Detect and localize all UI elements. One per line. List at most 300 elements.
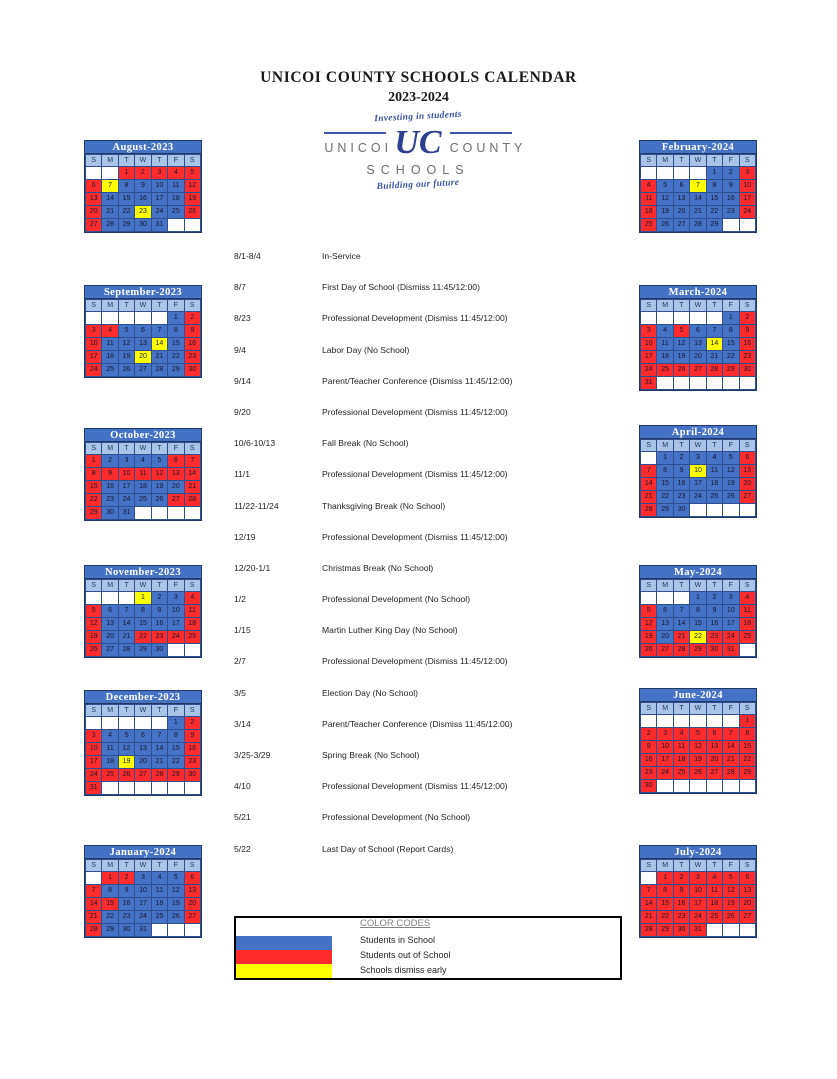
day-cell[interactable]: 7: [86, 885, 102, 898]
day-cell[interactable]: 3: [739, 167, 755, 180]
day-cell[interactable]: 8: [706, 180, 722, 193]
day-cell[interactable]: 11: [706, 885, 722, 898]
day-cell[interactable]: 28: [641, 924, 657, 937]
day-cell[interactable]: 28: [118, 644, 134, 657]
day-cell[interactable]: 8: [135, 605, 151, 618]
day-cell[interactable]: 3: [135, 872, 151, 885]
day-cell[interactable]: 19: [118, 756, 134, 769]
day-cell[interactable]: 9: [641, 741, 657, 754]
day-cell[interactable]: 21: [723, 754, 739, 767]
day-cell[interactable]: 14: [673, 618, 689, 631]
day-cell[interactable]: 16: [723, 193, 739, 206]
day-cell[interactable]: 24: [135, 911, 151, 924]
day-cell[interactable]: 28: [151, 769, 167, 782]
day-cell[interactable]: 30: [706, 644, 722, 657]
day-cell[interactable]: 22: [86, 494, 102, 507]
day-cell[interactable]: 9: [151, 605, 167, 618]
day-cell[interactable]: 3: [657, 728, 673, 741]
day-cell[interactable]: 11: [102, 743, 118, 756]
day-cell[interactable]: 3: [641, 325, 657, 338]
day-cell[interactable]: 25: [151, 911, 167, 924]
day-cell[interactable]: 6: [739, 872, 755, 885]
day-cell[interactable]: 5: [673, 325, 689, 338]
day-cell[interactable]: 1: [135, 592, 151, 605]
day-cell[interactable]: 16: [135, 193, 151, 206]
day-cell[interactable]: 26: [184, 206, 200, 219]
day-cell[interactable]: 20: [690, 351, 706, 364]
day-cell[interactable]: 17: [739, 193, 755, 206]
day-cell[interactable]: 6: [168, 455, 184, 468]
day-cell[interactable]: 10: [739, 180, 755, 193]
day-cell[interactable]: 3: [168, 592, 184, 605]
day-cell[interactable]: 2: [184, 717, 200, 730]
day-cell[interactable]: 15: [657, 898, 673, 911]
day-cell[interactable]: 14: [118, 618, 134, 631]
day-cell[interactable]: 14: [86, 898, 102, 911]
day-cell[interactable]: 30: [673, 924, 689, 937]
day-cell[interactable]: 2: [673, 872, 689, 885]
day-cell[interactable]: 13: [690, 338, 706, 351]
day-cell[interactable]: 12: [168, 885, 184, 898]
day-cell[interactable]: 26: [723, 911, 739, 924]
day-cell[interactable]: 5: [690, 728, 706, 741]
day-cell[interactable]: 24: [86, 364, 102, 377]
day-cell[interactable]: 21: [184, 481, 200, 494]
day-cell[interactable]: 15: [135, 618, 151, 631]
day-cell[interactable]: 22: [118, 206, 134, 219]
day-cell[interactable]: 28: [706, 364, 722, 377]
day-cell[interactable]: 15: [86, 481, 102, 494]
day-cell[interactable]: 6: [135, 730, 151, 743]
day-cell[interactable]: 15: [168, 743, 184, 756]
day-cell[interactable]: 7: [118, 605, 134, 618]
day-cell[interactable]: 22: [690, 631, 706, 644]
day-cell[interactable]: 6: [102, 605, 118, 618]
day-cell[interactable]: 30: [118, 924, 134, 937]
day-cell[interactable]: 19: [690, 754, 706, 767]
day-cell[interactable]: 29: [657, 504, 673, 517]
day-cell[interactable]: 20: [673, 206, 689, 219]
day-cell[interactable]: 25: [657, 364, 673, 377]
day-cell[interactable]: 13: [739, 465, 755, 478]
day-cell[interactable]: 26: [673, 364, 689, 377]
day-cell[interactable]: 29: [86, 507, 102, 520]
day-cell[interactable]: 16: [673, 478, 689, 491]
day-cell[interactable]: 12: [184, 180, 200, 193]
day-cell[interactable]: 27: [168, 494, 184, 507]
day-cell[interactable]: 4: [706, 452, 722, 465]
day-cell[interactable]: 17: [690, 478, 706, 491]
day-cell[interactable]: 3: [86, 730, 102, 743]
day-cell[interactable]: 25: [673, 767, 689, 780]
day-cell[interactable]: 6: [184, 872, 200, 885]
day-cell[interactable]: 27: [673, 219, 689, 232]
day-cell[interactable]: 23: [184, 756, 200, 769]
day-cell[interactable]: 25: [168, 206, 184, 219]
day-cell[interactable]: 24: [739, 206, 755, 219]
day-cell[interactable]: 15: [657, 478, 673, 491]
day-cell[interactable]: 29: [135, 644, 151, 657]
day-cell[interactable]: 5: [723, 872, 739, 885]
day-cell[interactable]: 28: [641, 504, 657, 517]
day-cell[interactable]: 20: [135, 351, 151, 364]
day-cell[interactable]: 21: [641, 911, 657, 924]
day-cell[interactable]: 8: [118, 180, 134, 193]
day-cell[interactable]: 1: [657, 452, 673, 465]
day-cell[interactable]: 2: [102, 455, 118, 468]
day-cell[interactable]: 14: [641, 898, 657, 911]
day-cell[interactable]: 1: [102, 872, 118, 885]
day-cell[interactable]: 9: [673, 885, 689, 898]
day-cell[interactable]: 14: [102, 193, 118, 206]
day-cell[interactable]: 19: [673, 351, 689, 364]
day-cell[interactable]: 5: [118, 730, 134, 743]
day-cell[interactable]: 16: [673, 898, 689, 911]
day-cell[interactable]: 20: [706, 754, 722, 767]
day-cell[interactable]: 20: [657, 631, 673, 644]
day-cell[interactable]: 31: [723, 644, 739, 657]
day-cell[interactable]: 5: [641, 605, 657, 618]
day-cell[interactable]: 17: [168, 618, 184, 631]
day-cell[interactable]: 30: [673, 504, 689, 517]
day-cell[interactable]: 4: [673, 728, 689, 741]
day-cell[interactable]: 3: [86, 325, 102, 338]
day-cell[interactable]: 29: [690, 644, 706, 657]
day-cell[interactable]: 23: [723, 206, 739, 219]
day-cell[interactable]: 11: [673, 741, 689, 754]
day-cell[interactable]: 12: [641, 618, 657, 631]
day-cell[interactable]: 2: [706, 592, 722, 605]
day-cell[interactable]: 8: [739, 728, 755, 741]
day-cell[interactable]: 1: [723, 312, 739, 325]
day-cell[interactable]: 22: [739, 754, 755, 767]
day-cell[interactable]: 25: [739, 631, 755, 644]
day-cell[interactable]: 7: [641, 465, 657, 478]
day-cell[interactable]: 17: [723, 618, 739, 631]
day-cell[interactable]: 12: [118, 743, 134, 756]
day-cell[interactable]: 19: [118, 351, 134, 364]
day-cell[interactable]: 1: [168, 312, 184, 325]
day-cell[interactable]: 27: [690, 364, 706, 377]
day-cell[interactable]: 29: [168, 364, 184, 377]
day-cell[interactable]: 23: [673, 491, 689, 504]
day-cell[interactable]: 4: [168, 167, 184, 180]
day-cell[interactable]: 29: [739, 767, 755, 780]
day-cell[interactable]: 10: [641, 338, 657, 351]
day-cell[interactable]: 14: [706, 338, 722, 351]
day-cell[interactable]: 1: [168, 717, 184, 730]
day-cell[interactable]: 18: [184, 618, 200, 631]
day-cell[interactable]: 23: [118, 911, 134, 924]
day-cell[interactable]: 2: [739, 312, 755, 325]
day-cell[interactable]: 25: [706, 911, 722, 924]
day-cell[interactable]: 13: [168, 468, 184, 481]
day-cell[interactable]: 8: [690, 605, 706, 618]
day-cell[interactable]: 19: [184, 193, 200, 206]
day-cell[interactable]: 6: [657, 605, 673, 618]
day-cell[interactable]: 1: [690, 592, 706, 605]
day-cell[interactable]: 24: [690, 491, 706, 504]
day-cell[interactable]: 29: [102, 924, 118, 937]
day-cell[interactable]: 26: [86, 644, 102, 657]
day-cell[interactable]: 22: [657, 491, 673, 504]
day-cell[interactable]: 29: [657, 924, 673, 937]
day-cell[interactable]: 22: [102, 911, 118, 924]
day-cell[interactable]: 18: [168, 193, 184, 206]
day-cell[interactable]: 11: [739, 605, 755, 618]
day-cell[interactable]: 22: [657, 911, 673, 924]
day-cell[interactable]: 2: [118, 872, 134, 885]
day-cell[interactable]: 11: [135, 468, 151, 481]
day-cell[interactable]: 12: [673, 338, 689, 351]
day-cell[interactable]: 18: [706, 478, 722, 491]
day-cell[interactable]: 18: [641, 206, 657, 219]
day-cell[interactable]: 25: [135, 494, 151, 507]
day-cell[interactable]: 8: [657, 885, 673, 898]
day-cell[interactable]: 6: [135, 325, 151, 338]
day-cell[interactable]: 18: [657, 351, 673, 364]
day-cell[interactable]: 14: [641, 478, 657, 491]
day-cell[interactable]: 8: [102, 885, 118, 898]
day-cell[interactable]: 6: [690, 325, 706, 338]
day-cell[interactable]: 18: [151, 898, 167, 911]
day-cell[interactable]: 27: [102, 644, 118, 657]
day-cell[interactable]: 28: [690, 219, 706, 232]
day-cell[interactable]: 12: [723, 465, 739, 478]
day-cell[interactable]: 4: [151, 872, 167, 885]
day-cell[interactable]: 26: [723, 491, 739, 504]
day-cell[interactable]: 12: [151, 468, 167, 481]
day-cell[interactable]: 16: [706, 618, 722, 631]
day-cell[interactable]: 21: [706, 351, 722, 364]
day-cell[interactable]: 3: [723, 592, 739, 605]
day-cell[interactable]: 30: [184, 364, 200, 377]
day-cell[interactable]: 9: [118, 885, 134, 898]
day-cell[interactable]: 22: [135, 631, 151, 644]
day-cell[interactable]: 23: [135, 206, 151, 219]
day-cell[interactable]: 6: [86, 180, 102, 193]
day-cell[interactable]: 18: [673, 754, 689, 767]
day-cell[interactable]: 7: [690, 180, 706, 193]
day-cell[interactable]: 8: [168, 730, 184, 743]
day-cell[interactable]: 4: [706, 872, 722, 885]
day-cell[interactable]: 16: [151, 618, 167, 631]
day-cell[interactable]: 27: [706, 767, 722, 780]
day-cell[interactable]: 5: [168, 872, 184, 885]
day-cell[interactable]: 21: [641, 491, 657, 504]
day-cell[interactable]: 12: [690, 741, 706, 754]
day-cell[interactable]: 24: [723, 631, 739, 644]
day-cell[interactable]: 4: [739, 592, 755, 605]
day-cell[interactable]: 19: [723, 478, 739, 491]
day-cell[interactable]: 27: [739, 491, 755, 504]
day-cell[interactable]: 16: [184, 338, 200, 351]
day-cell[interactable]: 4: [102, 730, 118, 743]
day-cell[interactable]: 15: [168, 338, 184, 351]
day-cell[interactable]: 12: [657, 193, 673, 206]
day-cell[interactable]: 14: [151, 743, 167, 756]
day-cell[interactable]: 25: [184, 631, 200, 644]
day-cell[interactable]: 23: [184, 351, 200, 364]
day-cell[interactable]: 7: [641, 885, 657, 898]
day-cell[interactable]: 22: [168, 351, 184, 364]
day-cell[interactable]: 15: [118, 193, 134, 206]
day-cell[interactable]: 5: [151, 455, 167, 468]
day-cell[interactable]: 17: [151, 193, 167, 206]
day-cell[interactable]: 29: [168, 769, 184, 782]
day-cell[interactable]: 24: [641, 364, 657, 377]
day-cell[interactable]: 7: [723, 728, 739, 741]
day-cell[interactable]: 18: [135, 481, 151, 494]
day-cell[interactable]: 4: [641, 180, 657, 193]
day-cell[interactable]: 2: [135, 167, 151, 180]
day-cell[interactable]: 10: [86, 743, 102, 756]
day-cell[interactable]: 19: [151, 481, 167, 494]
day-cell[interactable]: 22: [168, 756, 184, 769]
day-cell[interactable]: 8: [86, 468, 102, 481]
day-cell[interactable]: 23: [641, 767, 657, 780]
day-cell[interactable]: 19: [657, 206, 673, 219]
day-cell[interactable]: 4: [135, 455, 151, 468]
day-cell[interactable]: 21: [690, 206, 706, 219]
day-cell[interactable]: 9: [723, 180, 739, 193]
day-cell[interactable]: 12: [118, 338, 134, 351]
day-cell[interactable]: 25: [102, 364, 118, 377]
day-cell[interactable]: 30: [739, 364, 755, 377]
day-cell[interactable]: 16: [739, 338, 755, 351]
day-cell[interactable]: 22: [706, 206, 722, 219]
day-cell[interactable]: 28: [184, 494, 200, 507]
day-cell[interactable]: 2: [184, 312, 200, 325]
day-cell[interactable]: 25: [641, 219, 657, 232]
day-cell[interactable]: 13: [184, 885, 200, 898]
day-cell[interactable]: 10: [86, 338, 102, 351]
day-cell[interactable]: 15: [706, 193, 722, 206]
day-cell[interactable]: 25: [102, 769, 118, 782]
day-cell[interactable]: 21: [151, 351, 167, 364]
day-cell[interactable]: 4: [657, 325, 673, 338]
day-cell[interactable]: 17: [641, 351, 657, 364]
day-cell[interactable]: 13: [86, 193, 102, 206]
day-cell[interactable]: 7: [706, 325, 722, 338]
day-cell[interactable]: 21: [102, 206, 118, 219]
day-cell[interactable]: 13: [706, 741, 722, 754]
day-cell[interactable]: 26: [118, 364, 134, 377]
day-cell[interactable]: 11: [151, 885, 167, 898]
day-cell[interactable]: 20: [168, 481, 184, 494]
day-cell[interactable]: 1: [86, 455, 102, 468]
day-cell[interactable]: 24: [690, 911, 706, 924]
day-cell[interactable]: 30: [135, 219, 151, 232]
day-cell[interactable]: 15: [690, 618, 706, 631]
day-cell[interactable]: 19: [641, 631, 657, 644]
day-cell[interactable]: 19: [168, 898, 184, 911]
day-cell[interactable]: 28: [151, 364, 167, 377]
day-cell[interactable]: 5: [723, 452, 739, 465]
day-cell[interactable]: 17: [86, 756, 102, 769]
day-cell[interactable]: 2: [151, 592, 167, 605]
day-cell[interactable]: 31: [151, 219, 167, 232]
day-cell[interactable]: 10: [690, 885, 706, 898]
day-cell[interactable]: 20: [739, 898, 755, 911]
day-cell[interactable]: 3: [118, 455, 134, 468]
day-cell[interactable]: 2: [673, 452, 689, 465]
day-cell[interactable]: 28: [673, 644, 689, 657]
day-cell[interactable]: 29: [118, 219, 134, 232]
day-cell[interactable]: 18: [102, 756, 118, 769]
day-cell[interactable]: 15: [723, 338, 739, 351]
day-cell[interactable]: 16: [641, 754, 657, 767]
day-cell[interactable]: 3: [151, 167, 167, 180]
day-cell[interactable]: 26: [657, 219, 673, 232]
day-cell[interactable]: 20: [135, 756, 151, 769]
day-cell[interactable]: 23: [706, 631, 722, 644]
day-cell[interactable]: 2: [641, 728, 657, 741]
day-cell[interactable]: 10: [657, 741, 673, 754]
day-cell[interactable]: 17: [135, 898, 151, 911]
day-cell[interactable]: 20: [739, 478, 755, 491]
day-cell[interactable]: 7: [102, 180, 118, 193]
day-cell[interactable]: 21: [86, 911, 102, 924]
day-cell[interactable]: 11: [706, 465, 722, 478]
day-cell[interactable]: 27: [86, 219, 102, 232]
day-cell[interactable]: 31: [118, 507, 134, 520]
day-cell[interactable]: 10: [723, 605, 739, 618]
day-cell[interactable]: 11: [657, 338, 673, 351]
day-cell[interactable]: 2: [723, 167, 739, 180]
day-cell[interactable]: 11: [641, 193, 657, 206]
day-cell[interactable]: 5: [184, 167, 200, 180]
day-cell[interactable]: 9: [673, 465, 689, 478]
day-cell[interactable]: 16: [184, 743, 200, 756]
day-cell[interactable]: 10: [168, 605, 184, 618]
day-cell[interactable]: 4: [184, 592, 200, 605]
day-cell[interactable]: 17: [86, 351, 102, 364]
day-cell[interactable]: 28: [723, 767, 739, 780]
day-cell[interactable]: 1: [118, 167, 134, 180]
day-cell[interactable]: 1: [739, 715, 755, 728]
day-cell[interactable]: 24: [86, 769, 102, 782]
day-cell[interactable]: 19: [86, 631, 102, 644]
day-cell[interactable]: 7: [673, 605, 689, 618]
day-cell[interactable]: 10: [118, 468, 134, 481]
day-cell[interactable]: 29: [706, 219, 722, 232]
day-cell[interactable]: 27: [739, 911, 755, 924]
day-cell[interactable]: 9: [135, 180, 151, 193]
day-cell[interactable]: 21: [673, 631, 689, 644]
day-cell[interactable]: 28: [86, 924, 102, 937]
day-cell[interactable]: 7: [151, 730, 167, 743]
day-cell[interactable]: 24: [151, 206, 167, 219]
day-cell[interactable]: 14: [151, 338, 167, 351]
day-cell[interactable]: 26: [118, 769, 134, 782]
day-cell[interactable]: 13: [673, 193, 689, 206]
day-cell[interactable]: 27: [657, 644, 673, 657]
day-cell[interactable]: 7: [184, 455, 200, 468]
day-cell[interactable]: 20: [184, 898, 200, 911]
day-cell[interactable]: 12: [86, 618, 102, 631]
day-cell[interactable]: 6: [673, 180, 689, 193]
day-cell[interactable]: 31: [641, 377, 657, 390]
day-cell[interactable]: 8: [168, 325, 184, 338]
day-cell[interactable]: 31: [690, 924, 706, 937]
day-cell[interactable]: 20: [102, 631, 118, 644]
day-cell[interactable]: 30: [184, 769, 200, 782]
day-cell[interactable]: 23: [739, 351, 755, 364]
day-cell[interactable]: 30: [641, 780, 657, 793]
day-cell[interactable]: 23: [673, 911, 689, 924]
day-cell[interactable]: 26: [151, 494, 167, 507]
